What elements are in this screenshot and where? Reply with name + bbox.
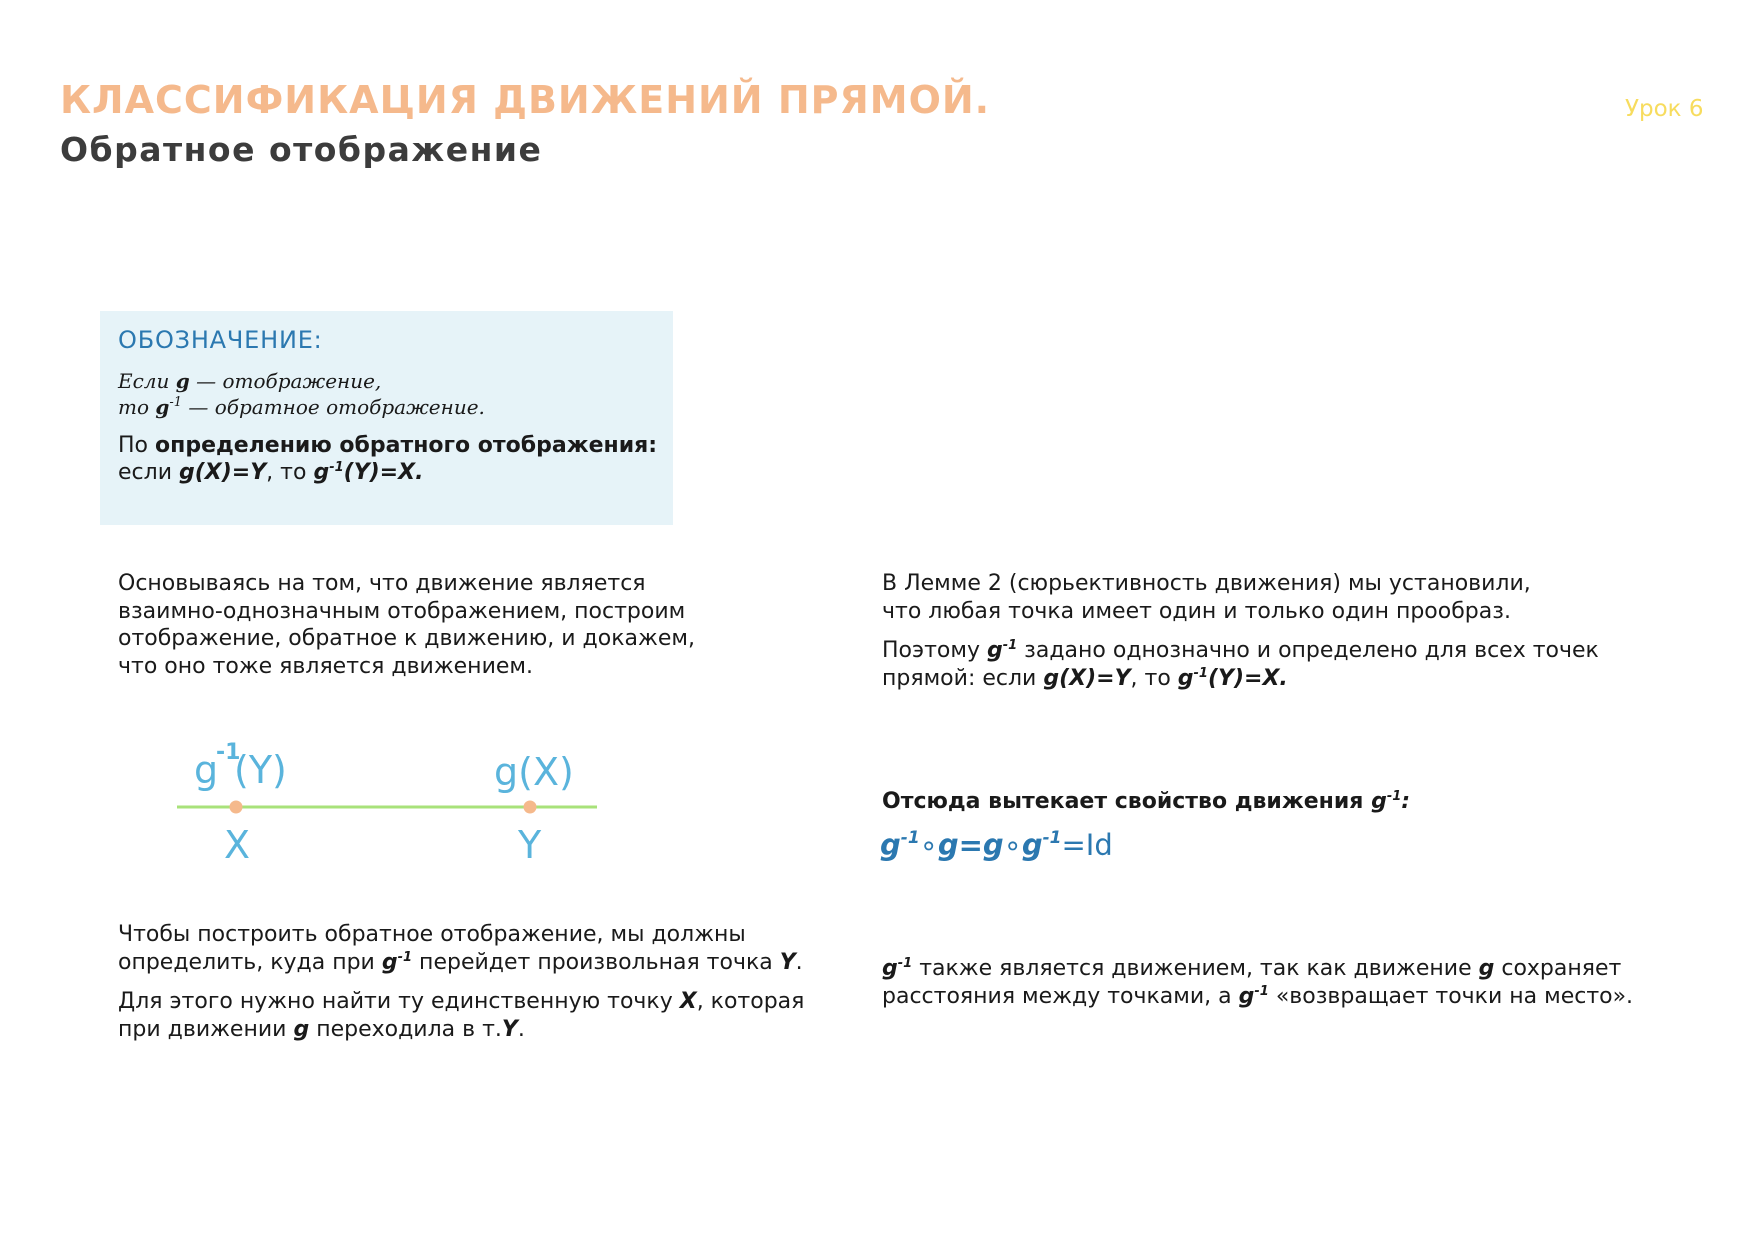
property-heading: Отсюда вытекает свойство движения $g^{-1}$: xyxy=(882,789,1411,814)
identity-formula: $g^{-1}\circ g=g\circ g^{-1}=Id$ xyxy=(880,828,1113,862)
point-y-dot xyxy=(524,801,537,814)
notation-line-2: то $g^{-1}$ — обратное отображение. xyxy=(118,395,485,419)
notation-heading: ОБОЗНАЧЕНИЕ: xyxy=(118,326,323,354)
point-y-label: Y xyxy=(518,823,542,867)
point-x-dot xyxy=(230,801,243,814)
notation-definition: По определению обратного отображения: если g(X)=Y, то $g^{-1}(Y)=X$. xyxy=(118,433,658,485)
inverse-mapping-diagram xyxy=(150,735,610,870)
ginv-label: (Y) xyxy=(234,748,287,792)
point-x-label: X xyxy=(224,823,251,867)
build-paragraph: Чтобы построить обратное отображение, мы должны определить, куда при $g^{-1}$ перейдет произвольная точка Y. Для этого нужно найти ту единственную точку X, которая при движении g переходила в т.Y. xyxy=(118,922,805,1042)
g-label: g(X) xyxy=(494,750,574,794)
ginv-label-g: g xyxy=(194,748,219,792)
ginv-label-sup: -1 xyxy=(216,740,241,765)
lesson-number: Урок 6 xyxy=(1625,96,1704,122)
page-title: КЛАССИФИКАЦИЯ ДВИЖЕНИЙ ПРЯМОЙ. xyxy=(60,78,991,122)
page-subtitle: Обратное отображение xyxy=(60,130,543,169)
notation-line-1: Если g — отображение, xyxy=(118,369,382,393)
conclusion-paragraph: $g^{-1}$ также является движением, так как движение g сохраняет расстояния между точками, а $g^{-1}$ «возвращает точки на место». xyxy=(882,956,1634,1009)
notation-box xyxy=(100,311,673,525)
intro-paragraph: Основываясь на том, что движение является взаимно-однозначным отображением, построим отображение, обратное к движению, и докажем, что оно тоже является движением. xyxy=(118,571,695,679)
lemma-paragraph: В Лемме 2 (сюрьективность движения) мы установили, что любая точка имеет один и только один прообраз. Поэтому $g^{-1}$ задано однозначно и определено для всех точек прямой: если g(X)=Y, то $g^{-1}(Y)=X$. xyxy=(882,571,1599,691)
